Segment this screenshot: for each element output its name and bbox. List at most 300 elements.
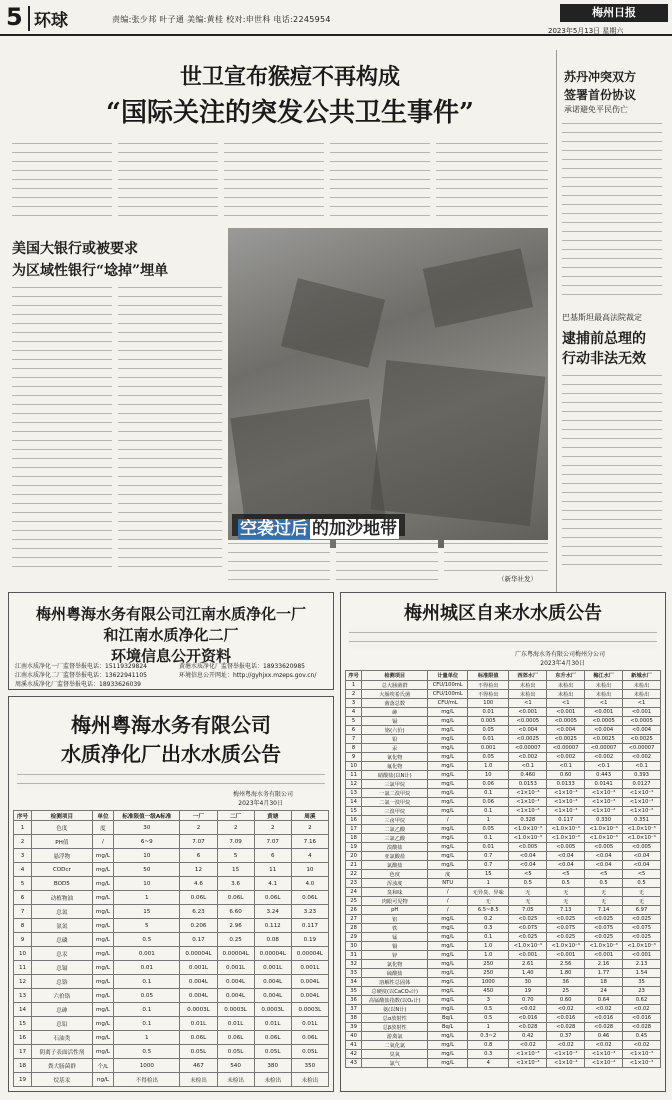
table-cell: 总磷 bbox=[32, 933, 93, 947]
pakistan-kicker: 巴基斯坦最高法院裁定 bbox=[562, 313, 642, 322]
table-cell: <0.02 bbox=[623, 1005, 661, 1014]
table-cell: 3 bbox=[468, 996, 509, 1005]
table-cell: <0.016 bbox=[623, 1014, 661, 1023]
table-row bbox=[346, 1059, 661, 1068]
table-cell: <0.04 bbox=[585, 861, 623, 870]
table-cell: <0.025 bbox=[509, 915, 547, 924]
table-cell: 0.06L bbox=[180, 1031, 217, 1045]
table-cell: 10 bbox=[114, 849, 180, 863]
table-header-cell: 一厂 bbox=[180, 811, 217, 821]
table-cell: 11 bbox=[254, 863, 291, 877]
table-cell: <1.0×10⁻³ bbox=[509, 834, 547, 843]
table-cell: 6.97 bbox=[623, 906, 661, 915]
table-cell: 15 bbox=[114, 905, 180, 919]
table-cell: <1 bbox=[585, 699, 623, 708]
table-cell: 10 bbox=[14, 947, 32, 961]
table-cell: <0.028 bbox=[509, 1023, 547, 1032]
table-cell: 0.00004L bbox=[254, 947, 291, 961]
table-cell: CODcr bbox=[32, 863, 93, 877]
table-cell: 0.328 bbox=[509, 816, 547, 825]
table-row bbox=[346, 924, 661, 933]
table-row bbox=[346, 834, 661, 843]
table-cell: mg/L bbox=[92, 989, 114, 1003]
table-cell: 0.00004L bbox=[291, 947, 328, 961]
table-cell: 动植物油 bbox=[32, 891, 93, 905]
table-cell: 16 bbox=[346, 816, 362, 825]
table-header-cell: 序号 bbox=[14, 811, 32, 821]
table-cell: 18 bbox=[14, 1059, 32, 1073]
table-cell: 0.0003L bbox=[217, 1003, 254, 1017]
table-cell: 8 bbox=[14, 919, 32, 933]
table-cell: 不得检出 bbox=[468, 681, 509, 690]
effluent-date: 2023年4月30日 bbox=[238, 800, 283, 807]
table-cell: mg/L bbox=[428, 1050, 468, 1059]
tap-water-intro bbox=[349, 629, 657, 649]
table-cell: 0.001L bbox=[254, 961, 291, 975]
table-row bbox=[14, 905, 329, 919]
table-cell: 铝 bbox=[362, 915, 428, 924]
table-cell: 未检出 bbox=[585, 681, 623, 690]
table-header-cell: 周溪 bbox=[291, 811, 328, 821]
table-cell: 0.05L bbox=[291, 1045, 328, 1059]
table-cell: <0.02 bbox=[585, 1005, 623, 1014]
table-cell: 6.23 bbox=[180, 905, 217, 919]
table-cell: 1.80 bbox=[547, 969, 585, 978]
table-cell: mg/L bbox=[428, 1059, 468, 1068]
table-cell: 0.37 bbox=[547, 1032, 585, 1041]
table-row bbox=[346, 951, 661, 960]
table-header-cell: 单位 bbox=[92, 811, 114, 821]
table-cell: <0.075 bbox=[623, 924, 661, 933]
table-cell: 0.5 bbox=[114, 1045, 180, 1059]
tap-water-notice bbox=[340, 592, 666, 1092]
table-cell: <0.016 bbox=[509, 1014, 547, 1023]
table-cell: 总氮 bbox=[32, 905, 93, 919]
table-cell: mg/L bbox=[428, 987, 468, 996]
table-cell: 0.01L bbox=[254, 1017, 291, 1031]
table-header-cell: 标准限值 bbox=[468, 671, 509, 681]
table-cell: 0.206 bbox=[180, 919, 217, 933]
table-row bbox=[346, 753, 661, 762]
table-cell: <0.025 bbox=[585, 915, 623, 924]
table-cell: 无 bbox=[623, 897, 661, 906]
table-cell: 0.06L bbox=[254, 1031, 291, 1045]
table-cell: 0.1 bbox=[468, 933, 509, 942]
table-cell: 13 bbox=[14, 989, 32, 1003]
table-cell: 28 bbox=[346, 924, 362, 933]
table-cell: 1 bbox=[468, 1023, 509, 1032]
table-cell: 0.5 bbox=[114, 933, 180, 947]
env-notice-title-3: 环境信息公开资料 bbox=[110, 647, 231, 665]
table-cell: 12 bbox=[180, 863, 217, 877]
table-cell: mg/L bbox=[428, 780, 468, 789]
table-cell: 色度 bbox=[32, 821, 93, 835]
table-cell: CFU/mL bbox=[428, 699, 468, 708]
photo-text-col-1 bbox=[228, 540, 330, 580]
table-cell: mg/L bbox=[428, 771, 468, 780]
table-row bbox=[346, 843, 661, 852]
table-cell: 2.56 bbox=[547, 960, 585, 969]
table-cell: 1.54 bbox=[623, 969, 661, 978]
table-cell: mg/L bbox=[92, 919, 114, 933]
table-cell: <0.028 bbox=[585, 1023, 623, 1032]
table-cell: <0.04 bbox=[509, 861, 547, 870]
table-cell: 大肠埃希氏菌 bbox=[362, 690, 428, 699]
table-cell: <5 bbox=[509, 870, 547, 879]
table-cell: 36 bbox=[547, 978, 585, 987]
table-cell: 540 bbox=[217, 1059, 254, 1073]
table-cell: 0.08 bbox=[254, 933, 291, 947]
table-row bbox=[346, 942, 661, 951]
table-cell: 总铬 bbox=[32, 975, 93, 989]
table-cell: 臭和味 bbox=[362, 888, 428, 897]
table-cell: 未检出 bbox=[254, 1073, 291, 1087]
table-cell: mg/L bbox=[428, 843, 468, 852]
table-row bbox=[346, 1032, 661, 1041]
table-cell: mg/L bbox=[92, 1017, 114, 1031]
table-cell: 100 bbox=[468, 699, 509, 708]
table-cell: 0.70 bbox=[509, 996, 547, 1005]
table-cell: <1.0×10⁻³ bbox=[623, 942, 661, 951]
table-cell: CFU/100mL bbox=[428, 681, 468, 690]
table-cell: 5 bbox=[14, 877, 32, 891]
table-cell: 25 bbox=[547, 987, 585, 996]
table-cell: <0.002 bbox=[585, 753, 623, 762]
table-cell: 0.5 bbox=[547, 879, 585, 888]
table-cell: 10 bbox=[114, 877, 180, 891]
table-cell: 0.004L bbox=[291, 989, 328, 1003]
lead-body-col-5 bbox=[436, 140, 548, 222]
table-cell: 粪大肠菌群 bbox=[32, 1059, 93, 1073]
table-cell: mg/L bbox=[428, 978, 468, 987]
table-cell: <0.0025 bbox=[547, 735, 585, 744]
table-cell: <0.1 bbox=[585, 762, 623, 771]
table-cell: 0.05L bbox=[180, 1045, 217, 1059]
effluent-title-2: 水质净化厂出水水质公告 bbox=[61, 742, 281, 766]
table-cell: 总汞 bbox=[32, 947, 93, 961]
table-cell: <0.005 bbox=[509, 843, 547, 852]
table-cell: 0.5 bbox=[623, 879, 661, 888]
table-cell: 12 bbox=[14, 975, 32, 989]
table-cell: <1×10⁻³ bbox=[623, 789, 661, 798]
table-cell: <5 bbox=[623, 870, 661, 879]
table-cell: 三溴甲烷 bbox=[362, 807, 428, 816]
table-cell: 7.16 bbox=[291, 835, 328, 849]
table-cell: 烷基汞 bbox=[32, 1073, 93, 1087]
table-row bbox=[346, 816, 661, 825]
table-row bbox=[346, 771, 661, 780]
table-row bbox=[346, 780, 661, 789]
table-cell: <0.004 bbox=[509, 726, 547, 735]
table-cell: mg/L bbox=[428, 951, 468, 960]
table-cell: mg/L bbox=[428, 861, 468, 870]
table-row bbox=[346, 888, 661, 897]
table-row bbox=[346, 762, 661, 771]
table-cell: 0.004L bbox=[180, 975, 217, 989]
table-cell: 无 bbox=[547, 897, 585, 906]
table-cell: 5 bbox=[217, 849, 254, 863]
table-row bbox=[346, 870, 661, 879]
section-name: 环球 bbox=[28, 6, 68, 31]
table-cell: 0.001L bbox=[291, 961, 328, 975]
table-cell: 0.05 bbox=[468, 726, 509, 735]
table-cell: 未检出 bbox=[509, 690, 547, 699]
table-cell: <1×10⁻³ bbox=[509, 798, 547, 807]
table-cell: <1.0×10⁻³ bbox=[585, 834, 623, 843]
table-cell: 0.01L bbox=[217, 1017, 254, 1031]
table-cell: <0.001 bbox=[509, 708, 547, 717]
table-row bbox=[346, 852, 661, 861]
table-cell: mg/L bbox=[92, 849, 114, 863]
table-cell: mg/L bbox=[428, 1005, 468, 1014]
table-cell: 铁 bbox=[362, 924, 428, 933]
table-cell: mg/L bbox=[428, 717, 468, 726]
table-header-cell: 检测项目 bbox=[362, 671, 428, 681]
table-cell: 37 bbox=[346, 1005, 362, 1014]
table-cell: <0.005 bbox=[585, 843, 623, 852]
table-cell: <0.02 bbox=[585, 1041, 623, 1050]
table-cell: 0.0133 bbox=[547, 780, 585, 789]
table-cell: 10 bbox=[291, 863, 328, 877]
table-cell: 25 bbox=[346, 897, 362, 906]
table-row bbox=[346, 960, 661, 969]
table-cell: <1 bbox=[547, 699, 585, 708]
table-cell: mg/L bbox=[92, 1003, 114, 1017]
table-row bbox=[14, 1017, 329, 1031]
table-cell: 无 bbox=[585, 888, 623, 897]
table-cell: <0.1 bbox=[623, 762, 661, 771]
table-cell: 1.40 bbox=[509, 969, 547, 978]
table-cell: 0.00004L bbox=[217, 947, 254, 961]
table-row bbox=[14, 1059, 329, 1073]
table-cell: 未检出 bbox=[217, 1073, 254, 1087]
bank-body-col-1 bbox=[12, 284, 112, 574]
table-cell: <0.0025 bbox=[623, 735, 661, 744]
table-row bbox=[14, 1073, 329, 1087]
table-cell: 溴酸盐 bbox=[362, 843, 428, 852]
table-cell: 7 bbox=[14, 905, 32, 919]
table-cell: 未检出 bbox=[623, 681, 661, 690]
table-cell: mg/L bbox=[428, 744, 468, 753]
tap-water-title: 梅州城区自来水水质公告 bbox=[404, 603, 602, 624]
table-cell: 2 bbox=[291, 821, 328, 835]
table-cell: mg/L bbox=[92, 1045, 114, 1059]
table-row bbox=[346, 1050, 661, 1059]
tap-water-issuer: 广东粤海水务有限公司梅州分公司 bbox=[514, 651, 605, 658]
table-cell: 6 bbox=[254, 849, 291, 863]
table-cell: <0.04 bbox=[623, 861, 661, 870]
effluent-table bbox=[13, 810, 329, 1087]
table-row bbox=[14, 1031, 329, 1045]
table-cell: 2 bbox=[217, 821, 254, 835]
table-cell: <0.04 bbox=[509, 852, 547, 861]
table-cell: 50 bbox=[114, 863, 180, 877]
table-cell: <0.001 bbox=[547, 708, 585, 717]
table-row bbox=[14, 919, 329, 933]
table-cell: 0.01 bbox=[468, 735, 509, 744]
table-cell: 0.0141 bbox=[585, 780, 623, 789]
table-cell: <1.0×10⁻³ bbox=[585, 825, 623, 834]
table-cell: 0.1 bbox=[468, 834, 509, 843]
table-cell: 10 bbox=[346, 762, 362, 771]
table-cell: mg/L bbox=[428, 852, 468, 861]
table-cell: 0.06 bbox=[468, 780, 509, 789]
table-cell: 6 bbox=[180, 849, 217, 863]
table-cell: pH bbox=[362, 906, 428, 915]
table-cell: 0.0127 bbox=[623, 780, 661, 789]
effluent-title-1: 梅州粤海水务有限公司 bbox=[71, 713, 271, 737]
table-cell: 2.13 bbox=[623, 960, 661, 969]
table-cell: <5 bbox=[585, 870, 623, 879]
photo-credit: （新华社发） bbox=[498, 575, 537, 583]
table-cell: 6~9 bbox=[114, 835, 180, 849]
table-cell: <1×10⁻³ bbox=[547, 1059, 585, 1068]
table-cell: 16 bbox=[14, 1031, 32, 1045]
table-cell: 0.06L bbox=[217, 1031, 254, 1045]
table-cell: mg/L bbox=[428, 969, 468, 978]
table-cell: 铬(六价) bbox=[362, 726, 428, 735]
table-row bbox=[14, 1003, 329, 1017]
table-cell: 游离氯 bbox=[362, 1032, 428, 1041]
table-cell: 0.64 bbox=[585, 996, 623, 1005]
table-cell: 总砷 bbox=[32, 1003, 93, 1017]
table-cell: 无异臭、异味 bbox=[468, 888, 509, 897]
table-cell: mg/L bbox=[92, 863, 114, 877]
table-cell: 阴离子表面活性剂 bbox=[32, 1045, 93, 1059]
table-cell: mg/L bbox=[428, 933, 468, 942]
table-cell: 3.23 bbox=[291, 905, 328, 919]
table-cell: 0.117 bbox=[291, 919, 328, 933]
table-row bbox=[346, 1014, 661, 1023]
table-cell: <0.075 bbox=[585, 924, 623, 933]
table-cell: 1 bbox=[14, 821, 32, 835]
tap-water-date: 2023年4月30日 bbox=[540, 660, 585, 667]
table-cell: <0.004 bbox=[623, 726, 661, 735]
table-cell: / bbox=[428, 888, 468, 897]
table-cell: 0.5 bbox=[468, 1014, 509, 1023]
table-cell: 汞 bbox=[362, 744, 428, 753]
table-cell: 1 bbox=[346, 681, 362, 690]
table-cell: <0.025 bbox=[547, 915, 585, 924]
table-cell: 0.05L bbox=[254, 1045, 291, 1059]
table-cell: 无 bbox=[547, 888, 585, 897]
table-cell: 0.001 bbox=[468, 744, 509, 753]
table-cell: 0.05 bbox=[468, 753, 509, 762]
table-cell: 40 bbox=[346, 1032, 362, 1041]
table-cell: 0.1 bbox=[468, 789, 509, 798]
table-cell: 250 bbox=[468, 960, 509, 969]
table-cell: 22 bbox=[346, 870, 362, 879]
table-cell: <1×10⁻³ bbox=[509, 1059, 547, 1068]
table-cell: <0.016 bbox=[585, 1014, 623, 1023]
newspaper-logo: 梅州日报 bbox=[560, 4, 668, 22]
table-cell: 0.45 bbox=[623, 1032, 661, 1041]
table-cell: <0.016 bbox=[547, 1014, 585, 1023]
table-cell: 41 bbox=[346, 1041, 362, 1050]
table-cell: 15 bbox=[14, 1017, 32, 1031]
table-cell: <0.001 bbox=[509, 951, 547, 960]
effluent-intro bbox=[17, 771, 325, 789]
sudan-subhead: 承诺避免平民伤亡 bbox=[564, 105, 628, 114]
table-cell: 23 bbox=[623, 987, 661, 996]
table-cell: 2 bbox=[14, 835, 32, 849]
table-cell: 6.60 bbox=[217, 905, 254, 919]
table-cell: 4.6 bbox=[180, 877, 217, 891]
table-cell: 未检出 bbox=[623, 690, 661, 699]
caption-rest: 的加沙地带 bbox=[312, 519, 397, 539]
table-cell: 0.004L bbox=[291, 975, 328, 989]
table-cell: 不得检出 bbox=[114, 1073, 180, 1087]
env-line-3: 周溪水质净化厂监督举报电话：18933626039 bbox=[15, 681, 141, 688]
table-cell: 0.1 bbox=[114, 1017, 180, 1031]
effluent-issuer: 梅州粤海水务有限公司 bbox=[232, 791, 293, 798]
table-row bbox=[346, 987, 661, 996]
table-cell: <0.04 bbox=[547, 861, 585, 870]
table-cell: 30 bbox=[114, 821, 180, 835]
table-cell: BOD5 bbox=[32, 877, 93, 891]
table-cell: 悬浮物 bbox=[32, 849, 93, 863]
table-cell: 1 bbox=[468, 879, 509, 888]
table-cell: 0.46 bbox=[585, 1032, 623, 1041]
page-number: 5 bbox=[6, 3, 23, 31]
env-line-4: 黄塘水质净化厂监督举报电话：18933620985 bbox=[179, 663, 305, 670]
table-cell: 二氯乙酸 bbox=[362, 825, 428, 834]
table-cell: 氟化物 bbox=[362, 762, 428, 771]
table-row bbox=[346, 933, 661, 942]
table-cell: <1×10⁻³ bbox=[623, 807, 661, 816]
table-cell: <1.0×10⁻³ bbox=[509, 942, 547, 951]
table-cell: 色度 bbox=[362, 870, 428, 879]
table-cell: mg/L bbox=[92, 975, 114, 989]
bank-headline-line-1: 美国大银行或被要求 bbox=[12, 241, 138, 257]
table-cell: <0.001 bbox=[623, 708, 661, 717]
table-cell: 0.06L bbox=[217, 891, 254, 905]
table-cell: 0.0003L bbox=[180, 1003, 217, 1017]
table-cell: 19 bbox=[509, 987, 547, 996]
table-cell: <0.00007 bbox=[623, 744, 661, 753]
table-row bbox=[346, 915, 661, 924]
table-cell: 总β放射性 bbox=[362, 1023, 428, 1032]
table-cell: mg/L bbox=[428, 708, 468, 717]
table-cell: 0.05 bbox=[468, 825, 509, 834]
table-cell: mg/L bbox=[92, 961, 114, 975]
table-row bbox=[346, 861, 661, 870]
table-cell: 二氯一溴甲烷 bbox=[362, 798, 428, 807]
table-row bbox=[14, 835, 329, 849]
table-cell: 0.004L bbox=[254, 975, 291, 989]
table-header-cell: 新城水厂 bbox=[623, 671, 661, 681]
table-cell: 氯气 bbox=[362, 1059, 428, 1068]
table-cell: 27 bbox=[346, 915, 362, 924]
table-cell: 18 bbox=[585, 978, 623, 987]
table-cell: <0.025 bbox=[623, 915, 661, 924]
table-cell: 30 bbox=[346, 942, 362, 951]
table-cell: 7.13 bbox=[547, 906, 585, 915]
table-cell: / bbox=[428, 816, 468, 825]
table-cell: 4 bbox=[14, 863, 32, 877]
table-cell: 0.25 bbox=[217, 933, 254, 947]
table-cell: 11 bbox=[346, 771, 362, 780]
table-cell: 0.0153 bbox=[509, 780, 547, 789]
table-cell: 1.0 bbox=[468, 942, 509, 951]
pakistan-body bbox=[562, 372, 662, 572]
table-row bbox=[346, 825, 661, 834]
table-cell: 2 bbox=[180, 821, 217, 835]
table-cell: <0.02 bbox=[509, 1005, 547, 1014]
sudan-headline-2: 签署首份协议 bbox=[564, 88, 637, 102]
table-cell: 6 bbox=[14, 891, 32, 905]
table-header-cell: 黄塘 bbox=[254, 811, 291, 821]
